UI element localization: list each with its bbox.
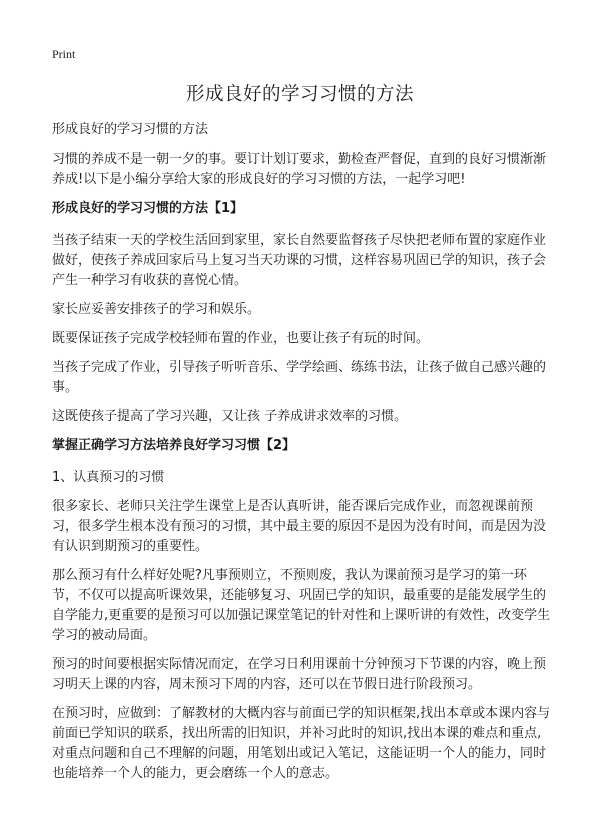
print-link[interactable]: Print <box>52 47 76 61</box>
section-1-paragraph: 当孩子完成了作业，引导孩子听听音乐、学学绘画、练练书法，让孩子做自己感兴趣的事。 <box>52 360 547 395</box>
section-1-paragraph: 这既使孩子提高了学习兴趣，又让孩 子养成讲求效率的习惯。 <box>52 409 408 424</box>
document-body <box>52 120 552 793</box>
section-2-heading: 掌握正确学习方法培养良好学习习惯【2】 <box>52 438 296 453</box>
section-2-paragraph: 预习的时间要根据实际情况而定，在学习日利用课前十分钟预习下节课的内容，晚上预习明天上课的内容，周末预习下周的内容，还可以在节假日进行阶段预习。 <box>52 657 547 692</box>
section-1-paragraph: 家长应妥善安排孩子的学习和娱乐。 <box>52 302 261 317</box>
section-2-paragraph: 在预习时，应做到：了解教材的大概内容与前面已学的知识框架,找出本章或本课内容与前面已学知识的联系，找出所需的旧知识，并补习此时的知识,找出本课的难点和重点,对重点问题和自己不理解的问题，用笔划出或记入笔记，这能证明一个人的能力，同时也能培养一个人的能力，更会磨练一个人的意志。 <box>52 706 551 781</box>
section-1-heading: 形成良好的学习习惯的方法【1】 <box>52 201 244 216</box>
section-2-paragraph: 那么预习有什么样好处呢?凡事预则立，不预则废，我认为课前预习是学习的第一环节，不仅可以提高听课效果，还能够复习、巩固已学的知识，最重要的是能发展学生的自学能力,更重要的是预习可以加强记课堂笔记的针对性和上课听讲的有效性，改变学生学习的被动局面。 <box>52 568 551 643</box>
intro-paragraph: 习惯的养成不是一朝一夕的事。要订计划订要求，勤检查严督促，直到的良好习惯渐渐养成!以下是小编分享给大家的形成良好的学习习惯的方法，一起学习吧! <box>52 152 547 187</box>
document-subtitle: 形成良好的学习习惯的方法 <box>52 122 209 137</box>
section-1-paragraph: 当孩子结束一天的学校生活回到家里，家长自然要监督孩子尽快把老师布置的家庭作业做好，使孩子养成回家后马上复习当天功课的习惯，这样容易巩固已学的知识，孩子会产生一种学习有收获的喜悦心情。 <box>52 233 547 288</box>
section-2-paragraph: 很多家长、老师只关注学生课堂上是否认真听讲，能否课后完成作业，而忽视课前预习，很多学生根本没有预习的习惯，其中最主要的原因不是因为没有时间，而是因为没有认识到期预习的重要性。 <box>52 499 547 554</box>
document-title: 形成良好的学习习惯的方法 <box>185 84 414 105</box>
section-2-subheading: 1、认真预习的习惯 <box>52 470 165 485</box>
section-1-paragraph: 既要保证孩子完成学校轻师布置的作业，也要让孩子有玩的时间。 <box>52 331 430 346</box>
